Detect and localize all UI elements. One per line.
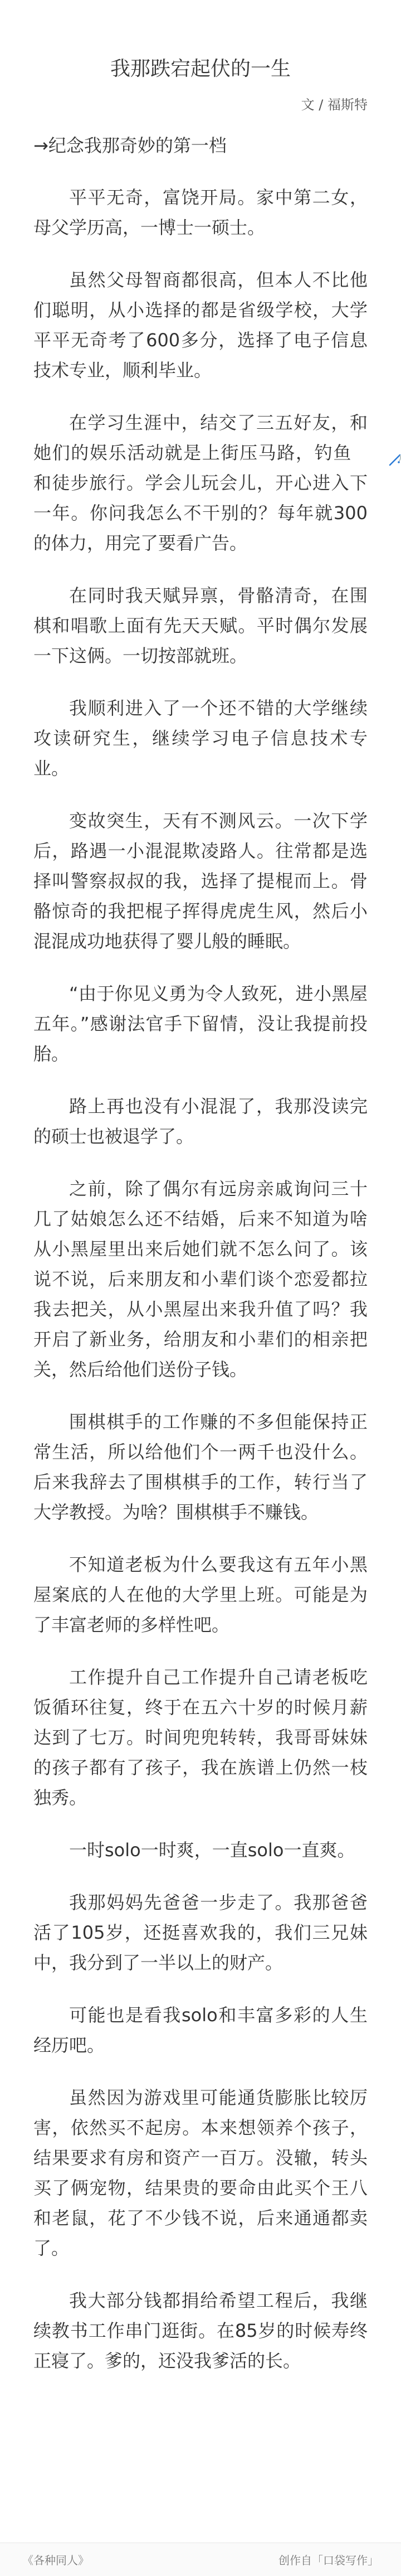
footer-source: 创作自「口袋写作」 [278,2554,379,2567]
article-intro: →纪念我那奇妙的第一档 [33,135,227,156]
paragraph: 我那妈妈先爸爸一步走了。我那爸爸活了105岁，还挺喜欢我的，我们三兄妹中，我分到了一半以上的财产。 [33,1892,368,1973]
paragraph: 工作提升自己工作提升自己请老板吃饭循环往复，终于在五六十岁的时候月薪达到了七万。时间兜兜转转，我哥哥妹妹的孩子都有了孩子，我在族谱上仍然一枝独秀。 [33,1667,368,1808]
fishing-pole-icon [352,446,368,462]
footer [0,2543,401,2576]
paragraph: 虽然父母智商都很高，但本人不比他们聪明，从小选择的都是省级学校，大学平平无奇考了600多分，选择了电子信息技术专业，顺利毕业。 [33,269,368,381]
paragraph: 可能也是看我solo和丰富多彩的人生经历吧。 [33,2004,368,2056]
paragraph-text: 在学习生涯中，结交了三五好友，和她们的娱乐活动就是上街压马路，钓鱼 [33,412,368,463]
paragraph: “由于你见义勇为令人致死，进小黑屋五年。”感谢法官手下留情，没让我提前投胎。 [33,983,368,1064]
paragraph: 在同时我天赋异禀，骨骼清奇，在围棋和唱歌上面有先天天赋。平时偶尔发展一下这俩。一切按部就班。 [33,585,368,666]
paragraph: 之前，除了偶尔有远房亲戚询问三十几了姑娘怎么还不结婚，后来不知道为啥从小黑屋里出来后她们就不怎么问了。该说不说，后来朋友和小辈们谈个恋爱都拉我去把关，从小黑屋出来我升值了吗？我开启了新业务，给朋友和小辈们的相亲把关，然后给他们送份子钱。 [33,1178,368,1380]
paragraph: 我大部分钱都捐给希望工程后，我继续教书工作串门逛街。在85岁的时候寿终正寝了。爹的，还没我爹活的长。 [33,2290,368,2371]
paragraph: 平平无奇，富饶开局。家中第二女，母父学历高，一博士一硕士。 [33,187,368,238]
paragraph: 一时solo一时爽，一直solo一直爽。 [69,1839,355,1861]
paragraph: 虽然因为游戏里可能通货膨胀比较厉害，依然买不起房。本来想领养个孩子，结果要求有房和资产一百万。没辙，转头买了俩宠物，结果贵的要命由此买个王八和老鼠，花了不少钱不说，后来通通都卖了。 [33,2087,368,2259]
paragraph: 变故突生，天有不测风云。一次下学后，路遇一小混混欺凌路人。往常都是选择叫警察叔叔的我，选择了提棍而上。骨骼惊奇的我把棍子挥得虎虎生风，然后小混混成功地获得了婴儿般的睡眠。 [33,810,368,952]
paragraph: 我顺利进入了一个还不错的大学继续攻读研究生，继续学习电子信息技术专业。 [33,698,368,779]
paragraph: 不知道老板为什么要我这有五年小黑屋案底的人在他的大学里上班。可能是为了丰富老师的多样性吧。 [33,1554,368,1635]
paragraph [33,408,368,558]
article-author: 文 / 福斯特 [301,97,368,113]
paragraph-text: 和徒步旅行。学会儿玩会儿，开心进入下一年。你问我怎么不干别的？每年就300的体力，用完了要看广告。 [33,472,368,554]
paragraph: 路上再也没有小混混了，我那没读完的硕士也被退学了。 [33,1096,368,1147]
article-title: 我那跌宕起伏的一生 [110,57,291,80]
paragraph: 围棋棋手的工作赚的不多但能保持正常生活，所以给他们个一两千也没什么。后来我辞去了围棋棋手的工作，转行当了大学教授。为啥？围棋棋手不赚钱。 [33,1411,368,1523]
footer-collection-link[interactable]: 《各种同人》 [22,2554,89,2567]
